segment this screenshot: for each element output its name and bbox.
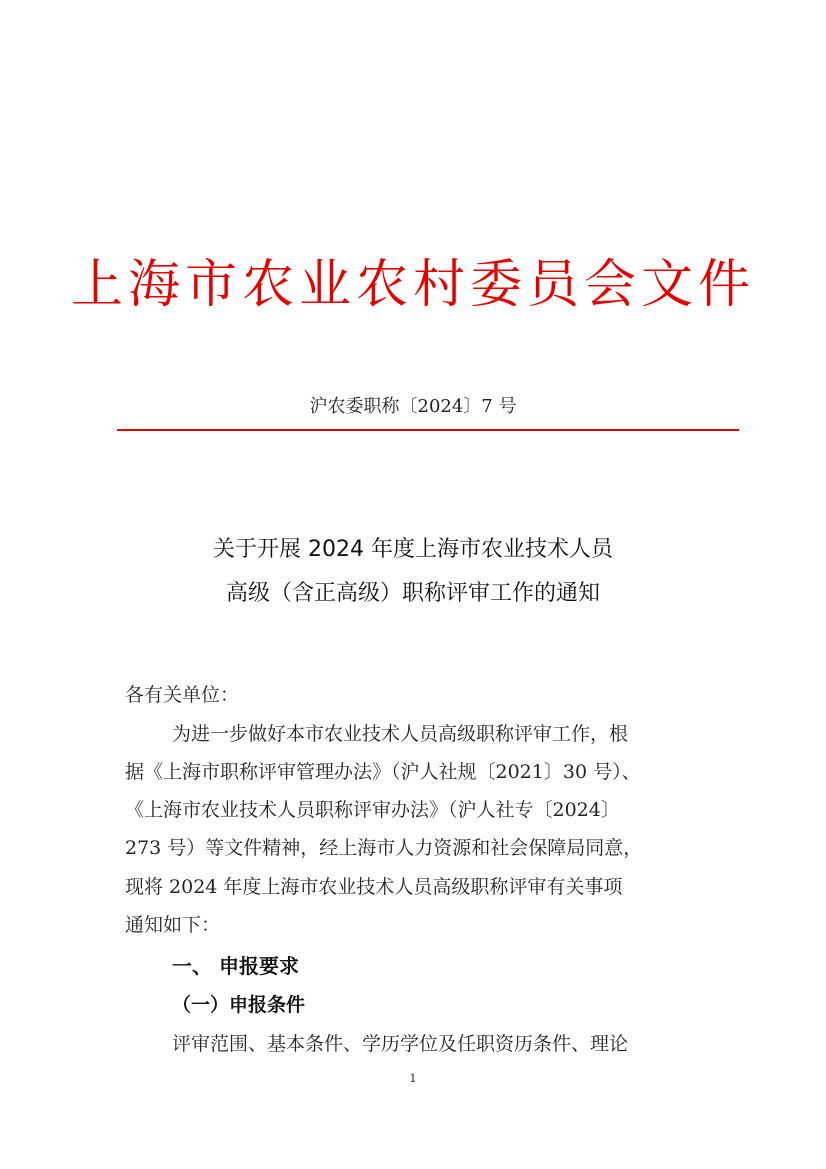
- paragraph-line: 通知如下：: [125, 914, 221, 936]
- salutation: 各有关单位：: [125, 684, 240, 706]
- masthead-title: 上海市农业农村委员会文件: [70, 255, 755, 315]
- paragraph-line: 为进一步做好本市农业技术人员高级职称评审工作，根: [172, 723, 629, 745]
- paragraph-line: 据《上海市职称评审管理办法》（沪人社规〔2021〕30 号）、: [125, 761, 641, 783]
- paragraph-line: 现将 2024 年度上海市农业技术人员高级职称评审有关事项: [125, 876, 623, 898]
- notice-title-line-2: 高级（含正高级）职称评审工作的通知: [225, 581, 600, 606]
- notice-title-line-1: 关于开展 2024 年度上海市农业技术人员: [213, 537, 613, 562]
- section-heading: 一、 申报要求: [172, 954, 299, 978]
- page-number: 1: [409, 1072, 417, 1085]
- paragraph-line: 《上海市农业技术人员职称评审办法》（沪人社专〔2024〕: [125, 799, 620, 821]
- document-number: 沪农委职称〔2024〕7 号: [309, 396, 517, 417]
- paragraph-line: 评审范围、基本条件、学历学位及任职资历条件、理论: [172, 1033, 629, 1055]
- red-separator-line: [117, 429, 739, 431]
- subsection-heading: （一）申报条件: [172, 994, 306, 1016]
- paragraph-line: 273 号）等文件精神，经上海市人力资源和社会保障局同意，: [125, 837, 643, 859]
